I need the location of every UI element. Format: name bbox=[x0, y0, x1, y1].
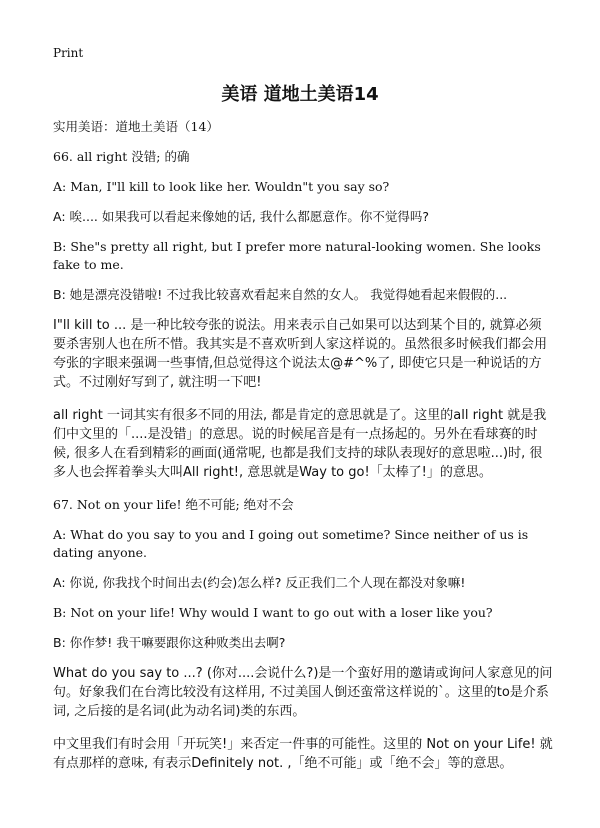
phrase-heading-67: 67. Not on your life! 绝不可能; 绝对不会 bbox=[53, 497, 294, 512]
explanation-paragraph: I"ll kill to ... 是一种比较夸张的说法。用来表示自己如果可以达到某个目的, 就算必须要杀害别人也在所不惜。我其实是不喜欢听到人家这样说的。虽然很多时候我们都会用夸张的字眼来强调一些事情,但总觉得这个说法太@#^%了, 即使它只是一种说话的方式。不过刚好写到了, 就注明一下吧! bbox=[53, 318, 548, 390]
dialogue-b-zh: B: 你作梦! 我干嘛要跟你这种败类出去啊? bbox=[53, 635, 286, 650]
dialogue-a-zh: A: 你说, 你我找个时间出去(约会)怎么样? 反正我们二个人现在都没对象嘛! bbox=[53, 575, 466, 590]
dialogue-a-zh: A: 唉.... 如果我可以看起来像她的话, 我什么都愿意作。你不觉得吗? bbox=[53, 209, 429, 224]
explanation-paragraph: all right 一词其实有很多不同的用法, 都是肯定的意思就是了。这里的all right 就是我们中文里的「....是没错」的意思。说的时候尾音是有一点扬起的。另外在看球赛的时候, 很多人在看到精彩的画面(通常呢, 也都是我们支持的球队表现好的意思啦...)时, 很多人也会挥着拳头大叫All right!, 意思就是Way to go!「太棒了!」的意思。 bbox=[53, 408, 547, 480]
explanation-paragraph: What do you say to ...? (你对....会说什么?)是一个蛮好用的邀请或询问人家意见的问句。好象我们在台湾比较没有这样用, 不过美国人倒还蛮常这样说的`。这里的to是介系词, 之后接的是名词(此为动名词)类的东西。 bbox=[53, 666, 553, 719]
subtitle: 实用美语：道地土美语（14） bbox=[53, 119, 219, 134]
dialogue-a-en: A: Man, I"ll kill to look like her. Wouldn"t you say so? bbox=[53, 179, 390, 194]
phrase-heading-66: 66. all right 没错; 的确 bbox=[53, 149, 190, 164]
print-label: Print bbox=[53, 46, 84, 60]
dialogue-b-en: B: She"s pretty all right, but I prefer more natural-looking women. She looks fake to me. bbox=[53, 239, 541, 272]
dialogue-b-zh: B: 她是漂亮没错啦! 不过我比较喜欢看起来自然的女人。 我觉得她看起来假假的... bbox=[53, 287, 508, 302]
page-title: 美语 道地土美语14 bbox=[221, 84, 379, 105]
explanation-paragraph: 中文里我们有时会用「开玩笑!」来否定一件事的可能性。这里的 Not on your Life! 就有点那样的意味, 有表示Definitely not. ,「绝不可能」或「绝不会」等的意思。 bbox=[53, 737, 553, 771]
dialogue-b-en: B: Not on your life! Why would I want to go out with a loser like you? bbox=[53, 605, 493, 620]
article-body bbox=[53, 118, 553, 787]
dialogue-a-en: A: What do you say to you and I going out sometime? Since neither of us is dating anyone. bbox=[53, 527, 529, 560]
